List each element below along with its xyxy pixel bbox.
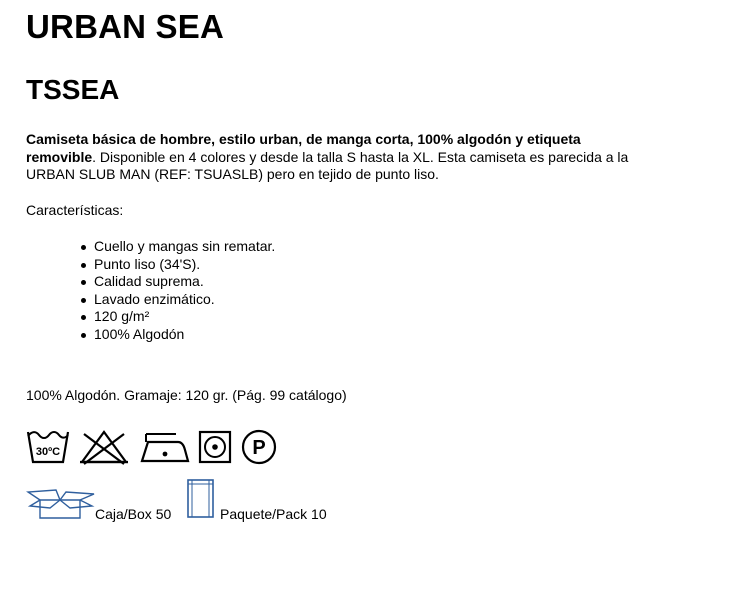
box-icon: [26, 488, 96, 525]
feature-item: Cuello y mangas sin rematar.: [94, 238, 276, 254]
description-bold-intro: Camiseta básica de hombre, estilo urban, de manga corta, 100% algodón y etiqueta removible: [26, 131, 581, 165]
feature-item: 120 g/m²: [94, 308, 275, 326]
feature-item: Lavado enzimático.: [94, 291, 275, 309]
composition-summary: 100% Algodón. Gramaje: 120 gr. (Pág. 99 catálogo): [26, 387, 347, 403]
box-label: Caja/Box 50: [95, 506, 172, 522]
product-description: [26, 131, 636, 184]
product-reference: TSSEA: [26, 74, 120, 105]
feature-item: Calidad suprema.: [94, 273, 275, 291]
tumble-dry-icon: [198, 428, 232, 466]
care-icons: [26, 428, 278, 466]
no-bleach-icon: [78, 428, 130, 466]
feature-item: 100% Algodón: [94, 326, 275, 344]
iron-low-icon: [138, 428, 190, 466]
pack-icon: [186, 478, 216, 525]
features-heading: Características:: [26, 202, 124, 218]
packaging-info: [26, 478, 426, 528]
features-list: [94, 238, 275, 344]
dry-clean-letter: P: [252, 437, 266, 459]
pack-label: Paquete/Pack 10: [220, 506, 327, 522]
product-title: URBAN SEA: [26, 8, 224, 45]
wash-temp-label: 30ºC: [35, 446, 61, 458]
description-rest: . Disponible en 4 colores y desde la talla S hasta la XL. Esta camiseta es parecida a la URBAN SLUB MAN (REF: TSUASLB) pero en tejido de punto liso.: [26, 148, 629, 182]
dry-clean-p-icon: [240, 428, 278, 466]
wash-30-icon: [26, 428, 70, 466]
feature-item: Punto liso (34'S).: [94, 256, 275, 274]
